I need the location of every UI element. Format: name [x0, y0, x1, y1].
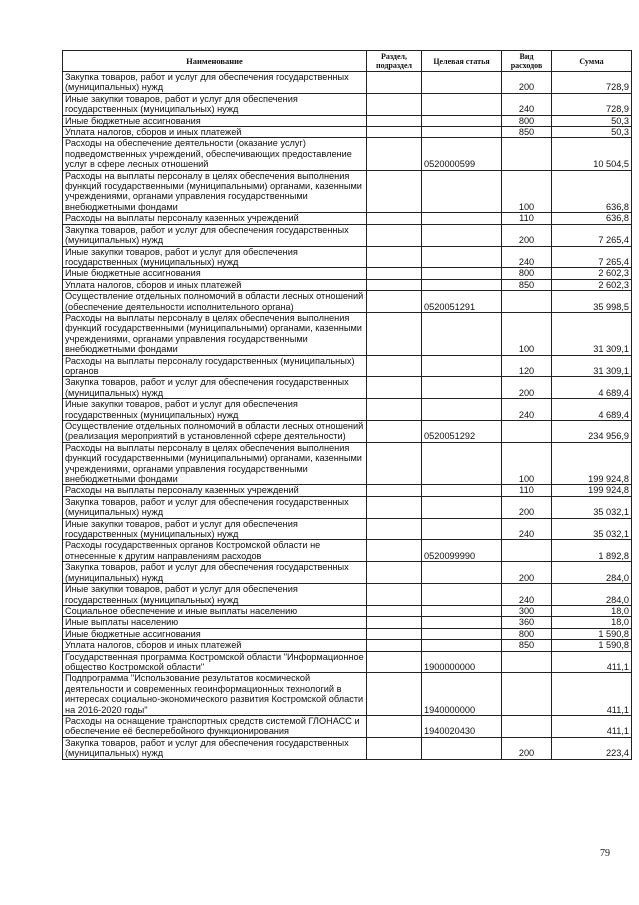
cell-target — [422, 442, 502, 485]
cell-sum: 35 032,1 — [552, 496, 632, 518]
cell-section — [367, 72, 422, 94]
cell-section — [367, 93, 422, 115]
cell-type — [502, 421, 552, 443]
cell-name: Иные бюджетные ассигнования — [63, 268, 367, 279]
cell-name: Закупка товаров, работ и услуг для обеспечения государственных (муниципальных) нужд — [63, 562, 367, 584]
cell-sum: 199 924,8 — [552, 485, 632, 496]
cell-section — [367, 138, 422, 170]
cell-name: Иные выплаты населению — [63, 617, 367, 628]
table-row — [63, 291, 632, 313]
cell-name: Иные закупки товаров, работ и услуг для обеспечения государственных (муниципальных) нужд — [63, 399, 367, 421]
cell-sum: 223,4 — [552, 737, 632, 759]
cell-target — [422, 485, 502, 496]
cell-name: Закупка товаров, работ и услуг для обеспечения государственных (муниципальных) нужд — [63, 737, 367, 759]
cell-name: Осуществление отдельных полномочий в области лесных отношений (обеспечение деятельности исполнительного органа) — [63, 291, 367, 313]
cell-section — [367, 442, 422, 485]
cell-sum: 411,1 — [552, 673, 632, 716]
cell-sum: 1 892,8 — [552, 540, 632, 562]
cell-target — [422, 399, 502, 421]
table-body — [63, 72, 632, 760]
cell-type: 240 — [502, 399, 552, 421]
budget-table — [62, 50, 632, 760]
cell-target: 0520051291 — [422, 291, 502, 313]
cell-type: 100 — [502, 312, 552, 355]
cell-sum: 1 590,8 — [552, 640, 632, 651]
cell-sum: 636,8 — [552, 170, 632, 213]
cell-section — [367, 605, 422, 616]
cell-target — [422, 279, 502, 290]
page-number: 79 — [600, 848, 610, 859]
cell-section — [367, 562, 422, 584]
cell-section — [367, 268, 422, 279]
cell-target — [422, 737, 502, 759]
cell-sum: 411,1 — [552, 651, 632, 673]
cell-sum: 7 265,4 — [552, 246, 632, 268]
table-row — [63, 485, 632, 496]
cell-target — [422, 246, 502, 268]
cell-name: Подпрограмма "Использование результатов космической деятельности и современных геоинформационных технологий в интересах социально-экономического развития Костромской области на 2016-2020 годы" — [63, 673, 367, 716]
cell-section — [367, 127, 422, 138]
cell-type: 850 — [502, 127, 552, 138]
cell-section — [367, 246, 422, 268]
table-row — [63, 421, 632, 443]
cell-target: 0520099990 — [422, 540, 502, 562]
cell-target: 1940000000 — [422, 673, 502, 716]
cell-section — [367, 355, 422, 377]
cell-section — [367, 485, 422, 496]
cell-section — [367, 651, 422, 673]
cell-section — [367, 715, 422, 737]
cell-name: Уплата налогов, сборов и иных платежей — [63, 640, 367, 651]
cell-section — [367, 377, 422, 399]
cell-target: 0520051292 — [422, 421, 502, 443]
cell-type — [502, 715, 552, 737]
cell-section — [367, 213, 422, 224]
cell-sum: 728,9 — [552, 93, 632, 115]
cell-name: Закупка товаров, работ и услуг для обеспечения государственных (муниципальных) нужд — [63, 496, 367, 518]
cell-sum: 35 998,5 — [552, 291, 632, 313]
cell-target — [422, 496, 502, 518]
cell-sum: 31 309,1 — [552, 312, 632, 355]
cell-type: 800 — [502, 268, 552, 279]
cell-sum: 199 924,8 — [552, 442, 632, 485]
cell-section — [367, 312, 422, 355]
cell-name: Иные закупки товаров, работ и услуг для обеспечения государственных (муниципальных) нужд — [63, 518, 367, 540]
table-row — [63, 224, 632, 246]
cell-target: 1940020430 — [422, 715, 502, 737]
cell-target — [422, 584, 502, 606]
cell-type — [502, 138, 552, 170]
cell-name: Расходы на выплаты персоналу в целях обеспечения выполнения функций государственными (муниципальными) органами, казенными учреждениями, органами управления государственными внебюджетными фондами — [63, 442, 367, 485]
cell-type: 120 — [502, 355, 552, 377]
table-row — [63, 442, 632, 485]
cell-type: 800 — [502, 628, 552, 639]
cell-type: 110 — [502, 213, 552, 224]
cell-section — [367, 421, 422, 443]
cell-sum: 234 956,9 — [552, 421, 632, 443]
cell-section — [367, 617, 422, 628]
cell-type: 850 — [502, 279, 552, 290]
cell-type — [502, 291, 552, 313]
cell-type: 360 — [502, 617, 552, 628]
table-row — [63, 737, 632, 759]
cell-type: 100 — [502, 442, 552, 485]
cell-type: 110 — [502, 485, 552, 496]
cell-name: Расходы государственных органов Костромской области не отнесенные к другим направлениям расходов — [63, 540, 367, 562]
cell-target — [422, 355, 502, 377]
cell-type — [502, 540, 552, 562]
cell-name: Иные бюджетные ассигнования — [63, 628, 367, 639]
cell-target — [422, 562, 502, 584]
cell-target — [422, 115, 502, 126]
cell-type — [502, 651, 552, 673]
cell-type: 200 — [502, 496, 552, 518]
cell-target — [422, 93, 502, 115]
table-row — [63, 540, 632, 562]
cell-target — [422, 213, 502, 224]
cell-type: 240 — [502, 518, 552, 540]
cell-sum: 4 689,4 — [552, 377, 632, 399]
cell-name: Иные закупки товаров, работ и услуг для обеспечения государственных (муниципальных) нужд — [63, 246, 367, 268]
table-row — [63, 115, 632, 126]
cell-sum: 4 689,4 — [552, 399, 632, 421]
cell-sum: 2 602,3 — [552, 268, 632, 279]
table-row — [63, 127, 632, 138]
table-row — [63, 377, 632, 399]
cell-name: Осуществление отдельных полномочий в области лесных отношений (реализация мероприятий в установленной сфере деятельности) — [63, 421, 367, 443]
header-section: Раздел, подраздел — [367, 51, 422, 72]
cell-type: 800 — [502, 115, 552, 126]
cell-section — [367, 496, 422, 518]
cell-name: Уплата налогов, сборов и иных платежей — [63, 127, 367, 138]
table-row — [63, 640, 632, 651]
header-sum: Сумма — [552, 51, 632, 72]
table-row — [63, 584, 632, 606]
cell-section — [367, 279, 422, 290]
cell-name: Расходы на оснащение транспортных средств системой ГЛОНАСС и обеспечение её бесперебойного функционирования — [63, 715, 367, 737]
table-row — [63, 617, 632, 628]
cell-sum: 18,0 — [552, 605, 632, 616]
table-row — [63, 279, 632, 290]
cell-section — [367, 540, 422, 562]
cell-type: 850 — [502, 640, 552, 651]
cell-name: Закупка товаров, работ и услуг для обеспечения государственных (муниципальных) нужд — [63, 224, 367, 246]
cell-sum: 7 265,4 — [552, 224, 632, 246]
cell-target — [422, 518, 502, 540]
table-row — [63, 518, 632, 540]
cell-section — [367, 291, 422, 313]
cell-target: 0520000599 — [422, 138, 502, 170]
table-row — [63, 496, 632, 518]
header-target: Целевая статья — [422, 51, 502, 72]
cell-target — [422, 628, 502, 639]
cell-section — [367, 640, 422, 651]
table-row — [63, 312, 632, 355]
cell-sum: 411,1 — [552, 715, 632, 737]
cell-section — [367, 628, 422, 639]
cell-target — [422, 377, 502, 399]
cell-name: Расходы на выплаты персоналу казенных учреждений — [63, 485, 367, 496]
table-row — [63, 628, 632, 639]
cell-name: Расходы на выплаты персоналу в целях обеспечения выполнения функций государственными (муниципальными) органами, казенными учреждениями, органами управления государственными внебюджетными фондами — [63, 312, 367, 355]
table-row — [63, 246, 632, 268]
cell-section — [367, 115, 422, 126]
cell-target — [422, 224, 502, 246]
cell-type: 200 — [502, 224, 552, 246]
cell-target — [422, 640, 502, 651]
cell-name: Иные закупки товаров, работ и услуг для обеспечения государственных (муниципальных) нужд — [63, 584, 367, 606]
cell-sum: 10 504,5 — [552, 138, 632, 170]
cell-sum: 50,3 — [552, 127, 632, 138]
cell-type: 240 — [502, 584, 552, 606]
cell-name: Иные бюджетные ассигнования — [63, 115, 367, 126]
cell-sum: 1 590,8 — [552, 628, 632, 639]
cell-name: Закупка товаров, работ и услуг для обеспечения государственных (муниципальных) нужд — [63, 377, 367, 399]
cell-section — [367, 737, 422, 759]
cell-sum: 728,9 — [552, 72, 632, 94]
cell-type: 100 — [502, 170, 552, 213]
cell-section — [367, 673, 422, 716]
cell-type: 240 — [502, 93, 552, 115]
cell-name: Расходы на выплаты персоналу государственных (муниципальных) органов — [63, 355, 367, 377]
cell-sum: 18,0 — [552, 617, 632, 628]
cell-type: 200 — [502, 562, 552, 584]
cell-section — [367, 584, 422, 606]
cell-target — [422, 170, 502, 213]
cell-target — [422, 312, 502, 355]
cell-name: Иные закупки товаров, работ и услуг для обеспечения государственных (муниципальных) нужд — [63, 93, 367, 115]
cell-sum: 636,8 — [552, 213, 632, 224]
cell-target — [422, 605, 502, 616]
cell-section — [367, 518, 422, 540]
cell-sum: 31 309,1 — [552, 355, 632, 377]
table-header-row — [63, 51, 632, 72]
cell-name: Государственная программа Костромской области "Информационное общество Костромской области" — [63, 651, 367, 673]
table-row — [63, 355, 632, 377]
cell-type: 200 — [502, 377, 552, 399]
table-row — [63, 651, 632, 673]
cell-target — [422, 72, 502, 94]
cell-section — [367, 224, 422, 246]
cell-sum: 284,0 — [552, 584, 632, 606]
table-row — [63, 138, 632, 170]
header-name: Наименование — [63, 51, 367, 72]
cell-type: 200 — [502, 72, 552, 94]
table-row — [63, 72, 632, 94]
cell-name: Расходы на выплаты персоналу казенных учреждений — [63, 213, 367, 224]
cell-name: Социальное обеспечение и иные выплаты населению — [63, 605, 367, 616]
table-row — [63, 673, 632, 716]
cell-type — [502, 673, 552, 716]
cell-name: Расходы на выплаты персоналу в целях обеспечения выполнения функций государственными (муниципальными) органами, казенными учреждениями, органами управления государственными внебюджетными фондами — [63, 170, 367, 213]
table-row — [63, 213, 632, 224]
cell-sum: 284,0 — [552, 562, 632, 584]
cell-target — [422, 617, 502, 628]
cell-type: 240 — [502, 246, 552, 268]
table-row — [63, 562, 632, 584]
cell-type: 200 — [502, 737, 552, 759]
table-row — [63, 715, 632, 737]
cell-name: Уплата налогов, сборов и иных платежей — [63, 279, 367, 290]
cell-sum: 35 032,1 — [552, 518, 632, 540]
cell-sum: 2 602,3 — [552, 279, 632, 290]
cell-name: Расходы на обеспечение деятельности (оказание услуг) подведомственных учреждений, обеспечивающих предоставление услуг в сфере лесных отношений — [63, 138, 367, 170]
table-row — [63, 399, 632, 421]
cell-section — [367, 399, 422, 421]
table-row — [63, 93, 632, 115]
table-row — [63, 605, 632, 616]
table-row — [63, 170, 632, 213]
cell-target — [422, 268, 502, 279]
cell-target — [422, 127, 502, 138]
header-type: Вид расходов — [502, 51, 552, 72]
table-row — [63, 268, 632, 279]
cell-section — [367, 170, 422, 213]
cell-name: Закупка товаров, работ и услуг для обеспечения государственных (муниципальных) нужд — [63, 72, 367, 94]
cell-type: 300 — [502, 605, 552, 616]
cell-target: 1900000000 — [422, 651, 502, 673]
cell-sum: 50,3 — [552, 115, 632, 126]
